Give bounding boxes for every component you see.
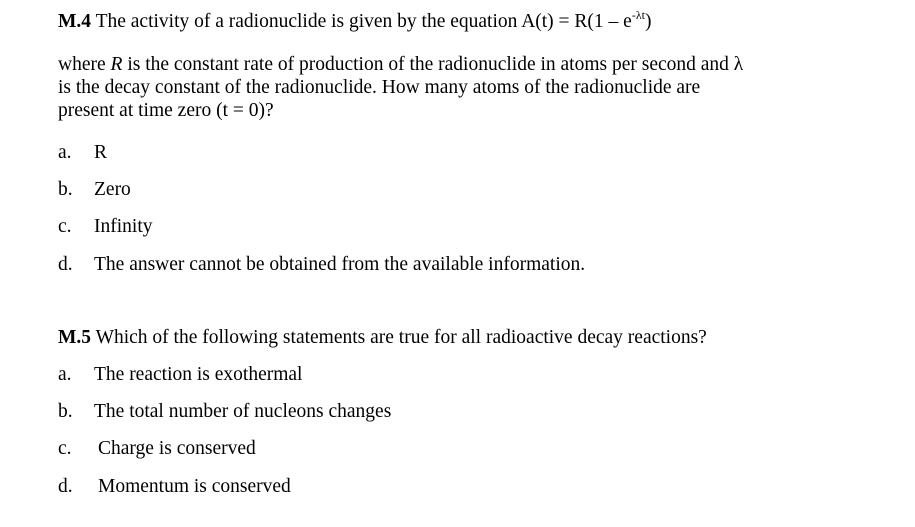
option-m5-d bbox=[58, 476, 291, 498]
equation-exponent: -λt bbox=[631, 8, 645, 22]
option-m5-b bbox=[58, 401, 391, 423]
option-m5-a bbox=[58, 364, 302, 386]
question-m4-stem-text: The activity of a radionuclide is given by the equation A(t) = R(1 – e bbox=[95, 11, 632, 32]
option-letter: a. bbox=[58, 142, 72, 163]
option-text: Charge is conserved bbox=[98, 438, 256, 459]
question-m4-stem bbox=[58, 8, 652, 33]
question-m5-stem bbox=[58, 327, 707, 349]
question-m4-number: M.4 bbox=[58, 11, 92, 32]
option-letter: b. bbox=[58, 401, 73, 422]
question-m5-number: M.5 bbox=[58, 327, 92, 348]
option-m4-c bbox=[58, 216, 153, 238]
option-text: Momentum is conserved bbox=[98, 476, 291, 497]
question-m5-stem-text: Which of the following statements are true for all radioactive decay reactions? bbox=[95, 327, 707, 348]
option-letter: b. bbox=[58, 179, 73, 200]
variable-r: R bbox=[110, 54, 123, 75]
option-letter: a. bbox=[58, 364, 72, 385]
line2-rest: is the constant rate of production of the radionuclide in atoms per second and λ bbox=[122, 54, 744, 75]
option-letter: d. bbox=[58, 476, 73, 497]
question-m4-line3: is the decay constant of the radionuclide. How many atoms of the radionuclide are bbox=[58, 77, 701, 98]
option-m4-b bbox=[58, 179, 131, 201]
option-m5-c bbox=[58, 438, 256, 460]
option-text: The answer cannot be obtained from the available information. bbox=[94, 254, 586, 275]
option-text: The reaction is exothermal bbox=[94, 364, 303, 385]
option-text: R bbox=[94, 142, 108, 163]
option-letter: c. bbox=[58, 216, 72, 237]
option-letter: d. bbox=[58, 254, 73, 275]
option-letter: c. bbox=[58, 438, 72, 459]
option-text: Zero bbox=[94, 179, 131, 200]
question-m4-line2 bbox=[58, 53, 878, 76]
equation-close-paren: ) bbox=[645, 11, 652, 32]
option-m4-d bbox=[58, 254, 585, 276]
question-m4-line4: present at time zero (t = 0)? bbox=[58, 100, 274, 121]
option-text: Infinity bbox=[94, 216, 153, 237]
line2-start: where bbox=[58, 54, 111, 75]
question-m4-body bbox=[58, 53, 878, 122]
option-text: The total number of nucleons changes bbox=[94, 401, 392, 422]
option-m4-a bbox=[58, 142, 107, 164]
